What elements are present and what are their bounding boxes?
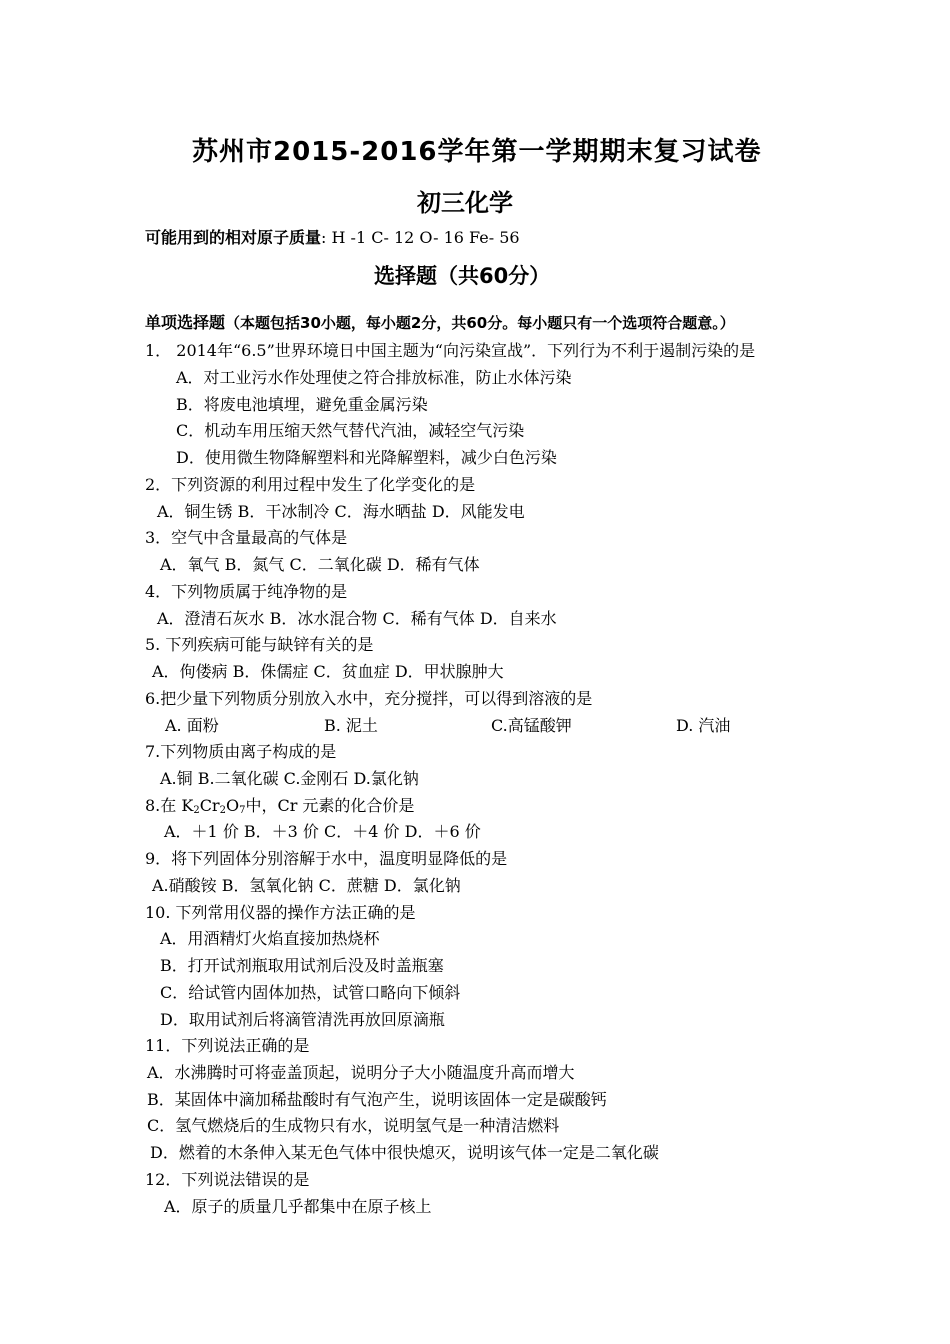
subscript-k: 2 xyxy=(193,805,200,816)
question-11-option-c: C．氢气燃烧后的生成物只有水，说明氢气是一种清洁燃料 xyxy=(147,1116,560,1135)
question-8-o: O xyxy=(225,796,240,815)
question-10-option-d: D．取用试剂后将滴管清洗再放回原滴瓶 xyxy=(160,1010,445,1029)
instruction-label: 单项选择题 xyxy=(145,313,226,332)
question-9: 9．将下列固体分别溶解于水中，温度明显降低的是 xyxy=(145,849,508,868)
question-12-option-a: A．原子的质量几乎都集中在原子核上 xyxy=(164,1197,432,1216)
question-8-options: A．＋1 价 B．＋3 价 C．＋4 价 D．＋6 价 xyxy=(164,822,481,841)
question-1-option-b: B．将废电池填埋，避免重金属污染 xyxy=(176,395,428,414)
question-1-option-c: C．机动车用压缩天然气替代汽油，减轻空气污染 xyxy=(176,421,525,440)
atomic-mass-label: 可能用到的相对原子质量 xyxy=(145,228,322,247)
question-8-cr: Cr xyxy=(199,796,220,815)
question-10-option-b: B．打开试剂瓶取用试剂后没及时盖瓶塞 xyxy=(160,956,444,975)
question-7-options: A.铜 B.二氧化碳 C.金刚石 D.氯化钠 xyxy=(160,769,419,788)
question-11: 11．下列说法正确的是 xyxy=(145,1036,310,1055)
question-11-option-a: A．水沸腾时可将壶盖顶起，说明分子大小随温度升高而增大 xyxy=(147,1063,575,1082)
question-6-option-b: B. 泥土 xyxy=(324,716,378,735)
question-4-options: A．澄清石灰水 B．冰水混合物 C．稀有气体 D．自来水 xyxy=(157,609,557,628)
atomic-mass-line xyxy=(145,228,520,248)
question-8-suffix: 中，Cr 元素的化合价是 xyxy=(245,796,415,815)
question-10: 10. 下列常用仪器的操作方法正确的是 xyxy=(145,903,416,922)
question-4: 4．下列物质属于纯净物的是 xyxy=(145,582,348,601)
section-instruction xyxy=(145,313,735,333)
question-2-options: A．铜生锈 B．干冰制冷 C．海水晒盐 D．风能发电 xyxy=(157,502,525,521)
question-6-option-c: C.高锰酸钾 xyxy=(491,716,572,735)
question-1-option-a: A．对工业污水作处理使之符合排放标准，防止水体污染 xyxy=(176,368,572,387)
question-6-option-d: D. 汽油 xyxy=(676,716,731,735)
question-1-option-d: D．使用微生物降解塑料和光降解塑料，减少白色污染 xyxy=(176,448,557,467)
question-5: 5. 下列疾病可能与缺锌有关的是 xyxy=(145,635,374,654)
question-3: 3．空气中含量最高的气体是 xyxy=(145,528,348,547)
question-8-prefix: 8.在 K xyxy=(145,796,194,815)
question-9-options: A.硝酸铵 B．氢氧化钠 C．蔗糖 D．氯化钠 xyxy=(152,876,461,895)
question-3-options: A．氧气 B．氮气 C．二氧化碳 D．稀有气体 xyxy=(160,555,480,574)
page-title: 苏州市2015-2016学年第一学期期末复习试卷 xyxy=(192,137,762,167)
question-11-option-b: B．某固体中滴加稀盐酸时有气泡产生，说明该固体一定是碳酸钙 xyxy=(147,1090,607,1109)
question-2: 2．下列资源的利用过程中发生了化学变化的是 xyxy=(145,475,476,494)
question-8 xyxy=(145,796,414,821)
question-6-option-a: A. 面粉 xyxy=(165,716,219,735)
question-10-option-a: A．用酒精灯火焰直接加热烧杯 xyxy=(160,929,380,948)
subscript-o: 7 xyxy=(239,805,246,816)
question-1: 1． 2014年“6.5”世界环境日中国主题为“向污染宣战”．下列行为不利于遏制污染的是 xyxy=(145,341,756,360)
question-7: 7.下列物质由离子构成的是 xyxy=(145,742,337,761)
page-subtitle: 初三化学 xyxy=(417,189,513,217)
question-5-options: A．佝偻病 B．侏儒症 C．贫血症 D．甲状腺肿大 xyxy=(152,662,504,681)
question-12: 12．下列说法错误的是 xyxy=(145,1170,310,1189)
question-10-option-c: C．给试管内固体加热，试管口略向下倾斜 xyxy=(160,983,461,1002)
question-11-option-d: D．燃着的木条伸入某无色气体中很快熄灭，说明该气体一定是二氧化碳 xyxy=(150,1143,659,1162)
atomic-mass-values: : H -1 C- 12 O- 16 Fe- 56 xyxy=(321,228,520,247)
section-title: 选择题（共60分） xyxy=(374,264,551,288)
instruction-detail: （本题包括30小题，每小题2分，共60分。每小题只有一个选项符合题意。） xyxy=(225,314,735,332)
question-6: 6.把少量下列物质分别放入水中，充分搅拌，可以得到溶液的是 xyxy=(145,689,593,708)
subscript-cr: 2 xyxy=(219,805,226,816)
